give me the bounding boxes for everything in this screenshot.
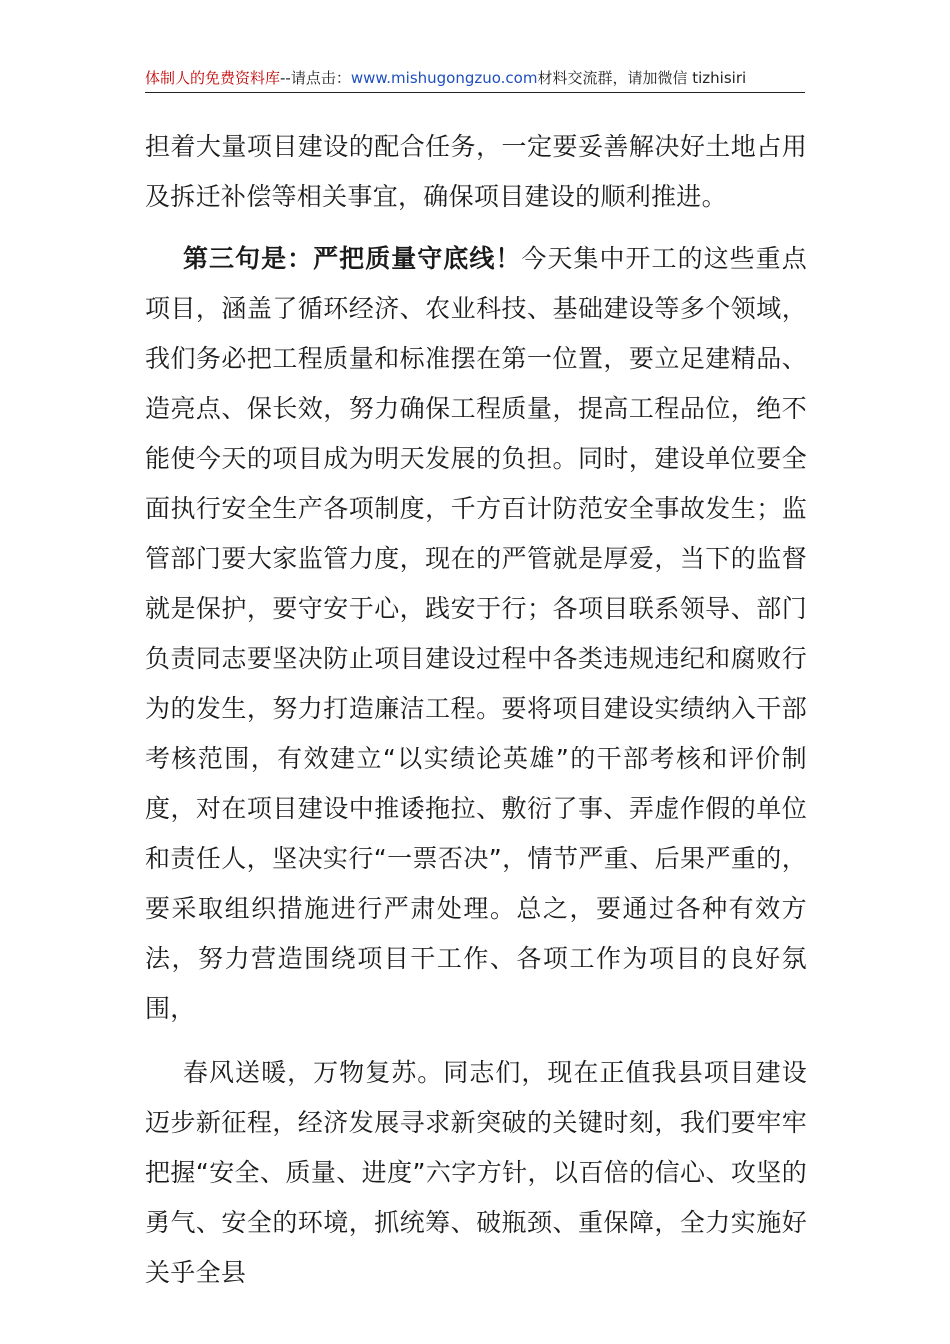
paragraph-1-text: 担着大量项目建设的配合任务，一定要妥善解决好土地占用及拆迁补偿等相关事宜，确保项目建设的顺利推进。 (145, 132, 807, 211)
paragraph-3 (145, 1048, 807, 1298)
paragraph-2-lead: 第三句是：严把质量守底线！ (183, 244, 522, 273)
paragraph-3-text: 春风送暖，万物复苏。同志们，现在正值我县项目建设迈步新征程，经济发展寻求新突破的关键时刻，我们要牢牢把握“安全、质量、进度”六字方针，以百倍的信心、攻坚的勇气、安全的环境，抓统筹、破瓶颈、重保障，全力实施好关乎全县 (145, 1058, 807, 1287)
header-url-link[interactable]: www.mishugongzuo.com (350, 69, 538, 87)
header-prompt: --请点击： (280, 69, 351, 87)
paragraph-2-text: 今天集中开工的这些重点项目，涵盖了循环经济、农业科技、基础建设等多个领域，我们务必把工程质量和标准摆在第一位置，要立足建精品、造亮点、保长效，努力确保工程质量，提高工程品位，绝不能使今天的项目成为明天发展的负担。同时，建设单位要全面执行安全生产各项制度，千方百计防范安全事故发生；监管部门要大家监管力度，现在的严管就是厚爱，当下的监督就是保护，要守安于心，践安于行；各项目联系领导、部门负责同志要坚决防止项目建设过程中各类违规违纪和腐败行为的发生，努力打造廉洁工程。要将项目建设实绩纳入干部考核范围，有效建立“以实绩论英雄”的干部考核和评价制度，对在项目建设中推诿拖拉、敷衍了事、弄虚作假的单位和责任人，坚决实行“一票否决”，情节严重、后果严重的，要采取组织措施进行严肃处理。总之，要通过各种有效方法，努力营造围绕项目干工作、各项工作为项目的良好氛围， (145, 244, 807, 1023)
paragraph-2 (145, 234, 807, 1034)
page-header (145, 68, 805, 93)
header-contact: 材料交流群，请加微信 tizhisiri (537, 69, 747, 87)
document-body (145, 122, 807, 1298)
header-brand[interactable]: 体制人的免费资料库 (145, 69, 281, 87)
paragraph-1 (145, 122, 807, 222)
